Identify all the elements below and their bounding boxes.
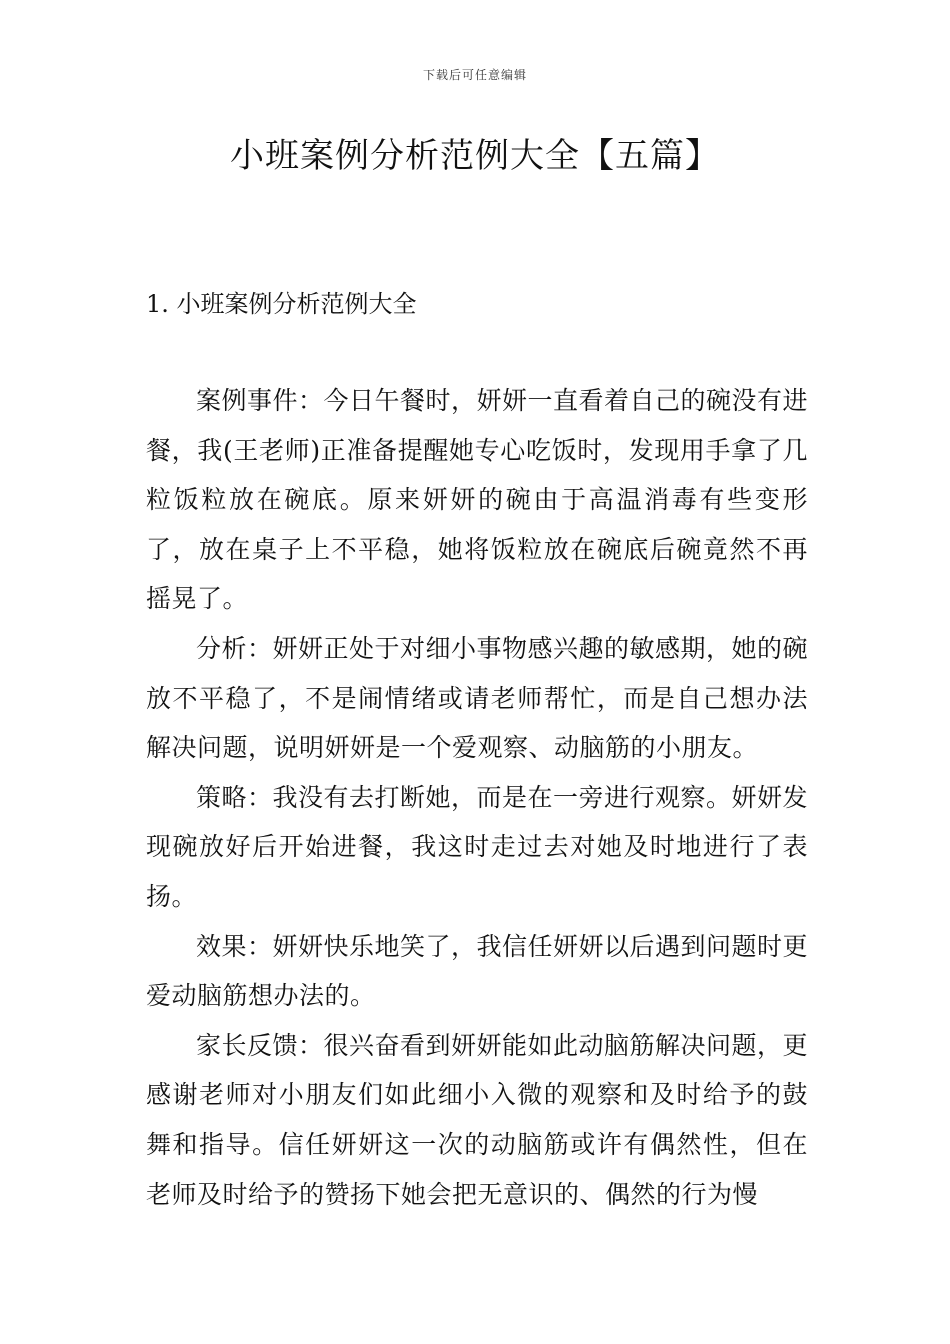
paragraph-parent-feedback: 家长反馈：很兴奋看到妍妍能如此动脑筋解决问题，更感谢老师对小朋友们如此细小入微的观察和及时给予的鼓舞和指导。信任妍妍这一次的动脑筋或许有偶然性，但在老师及时给予的赞扬下她会把无意识的、偶然的行为慢 — [146, 1030, 809, 1209]
paragraph-strategy: 策略：我没有去打断她，而是在一旁进行观察。妍妍发现碗放好后开始进餐，我这时走过去对她及时地进行了表扬。 — [146, 782, 809, 911]
section-heading: 1. 小班案例分析范例大全 — [146, 290, 417, 318]
paragraph-analysis: 分析：妍妍正处于对细小事物感兴趣的敏感期，她的碗放不平稳了，不是闹情绪或请老师帮忙，而是自己想办法解决问题，说明妍妍是一个爱观察、动脑筋的小朋友。 — [146, 633, 809, 763]
paragraph-effect: 效果：妍妍快乐地笑了，我信任妍妍以后遇到问题时更爱动脑筋想办法的。 — [146, 931, 809, 1011]
paragraph-case-event: 案例事件：今日午餐时，妍妍一直看着自己的碗没有进餐，我(王老师)正准备提醒她专心吃饭时，发现用手拿了几粒饭粒放在碗底。原来妍妍的碗由于高温消毒有些变形了，放在桌子上不平稳，她将饭粒放在碗底后碗竟然不再摇晃了。 — [146, 386, 809, 614]
document-body — [146, 376, 808, 1219]
header-note: 下载后可任意编辑 — [422, 68, 527, 82]
document-title: 小班案例分析范例大全【五篇】 — [230, 136, 720, 176]
